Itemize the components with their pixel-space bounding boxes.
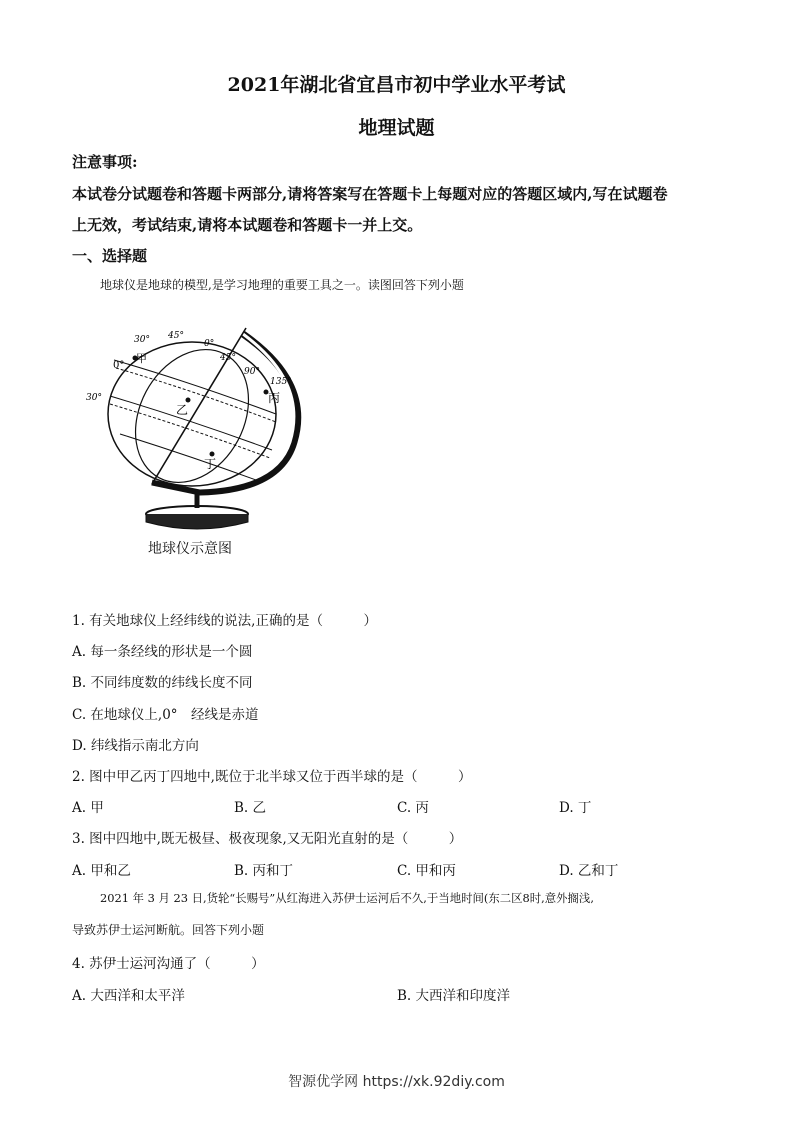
exam-subtitle: 地理试题 [358,117,435,139]
figure-caption: 地球仪示意图 [148,541,232,557]
section-intro: 地球仪是地球的模型,是学习地理的重要工具之一。读图回答下列小题 [100,278,464,292]
passage-line-2: 导致苏伊士运河断航。回答下列小题 [72,923,265,937]
q1-stem: 1. 有关地球仪上经纬线的说法,正确的是（ ） [72,613,377,629]
q3-option-c[interactable]: C. 甲和丙 [397,863,456,879]
q4-option-a[interactable]: A. 大西洋和太平洋 [72,988,185,1004]
q3-stem: 3. 图中四地中,既无极昼、极夜现象,又无阳光直射的是（ ） [72,831,463,847]
passage-line-1: 2021 年 3 月 23 日,货轮“长赐号”从红海进入苏伊士运河后不久,于当地时间(东二区8时,意外搁浅, [100,891,594,905]
globe-figure [80,322,320,562]
q1-option-a[interactable]: A. 每一条经线的形状是一个圆 [72,644,253,660]
q2-option-d[interactable]: D. 丁 [559,800,592,816]
q1-option-d[interactable]: D. 纬线指示南北方向 [72,738,199,754]
label-30-north: 30° [134,335,150,345]
q2-stem: 2. 图中甲乙丙丁四地中,既位于北半球又位于西半球的是（ ） [72,769,472,785]
notice-label: 注意事项: [72,153,138,171]
globe-sphere [108,342,276,486]
label-90: 90° [244,367,260,377]
footer-watermark: 智源优学网 https://xk.92diy.com [288,1074,505,1090]
label-yi: 乙 [176,403,189,417]
exam-title: 2021年湖北省宜昌市初中学业水平考试 [227,74,566,96]
label-0-left: 0° [113,360,125,371]
q4-option-b[interactable]: B. 大西洋和印度洋 [397,988,511,1004]
q1-option-c[interactable]: C. 在地球仪上,0° 经线是赤道 [72,707,259,723]
section-heading: 一、选择题 [72,247,148,265]
q1-option-b[interactable]: B. 不同纬度数的纬线长度不同 [72,675,253,691]
q2-option-a[interactable]: A. 甲 [72,800,104,816]
notice-line-1: 本试卷分试题卷和答题卡两部分,请将答案写在答题卡上每题对应的答题区域内,写在试题卷 [72,185,668,203]
point-yi [186,398,191,403]
q2-option-b[interactable]: B. 乙 [234,800,267,816]
q4-stem: 4. 苏伊士运河沟通了（ ） [72,956,265,972]
label-30-south: 30° [86,393,102,403]
label-135: 135° [270,377,292,387]
q3-option-a[interactable]: A. 甲和乙 [72,863,131,879]
label-bing: 丙 [268,391,281,405]
label-45-west: 45° [168,331,184,341]
q2-option-c[interactable]: C. 丙 [397,800,429,816]
label-0-top: 0° [204,339,215,349]
label-45-east: 45° [220,353,236,363]
point-ding [210,452,215,457]
q3-option-d[interactable]: D. 乙和丁 [559,863,619,879]
q3-option-b[interactable]: B. 丙和丁 [234,863,294,879]
label-ding: 丁 [204,457,217,471]
globe-base-side [146,514,248,529]
notice-line-2: 上无效，考试结束,请将本试题卷和答题卡一并上交。 [72,216,423,234]
label-jia: 甲 [136,352,147,365]
